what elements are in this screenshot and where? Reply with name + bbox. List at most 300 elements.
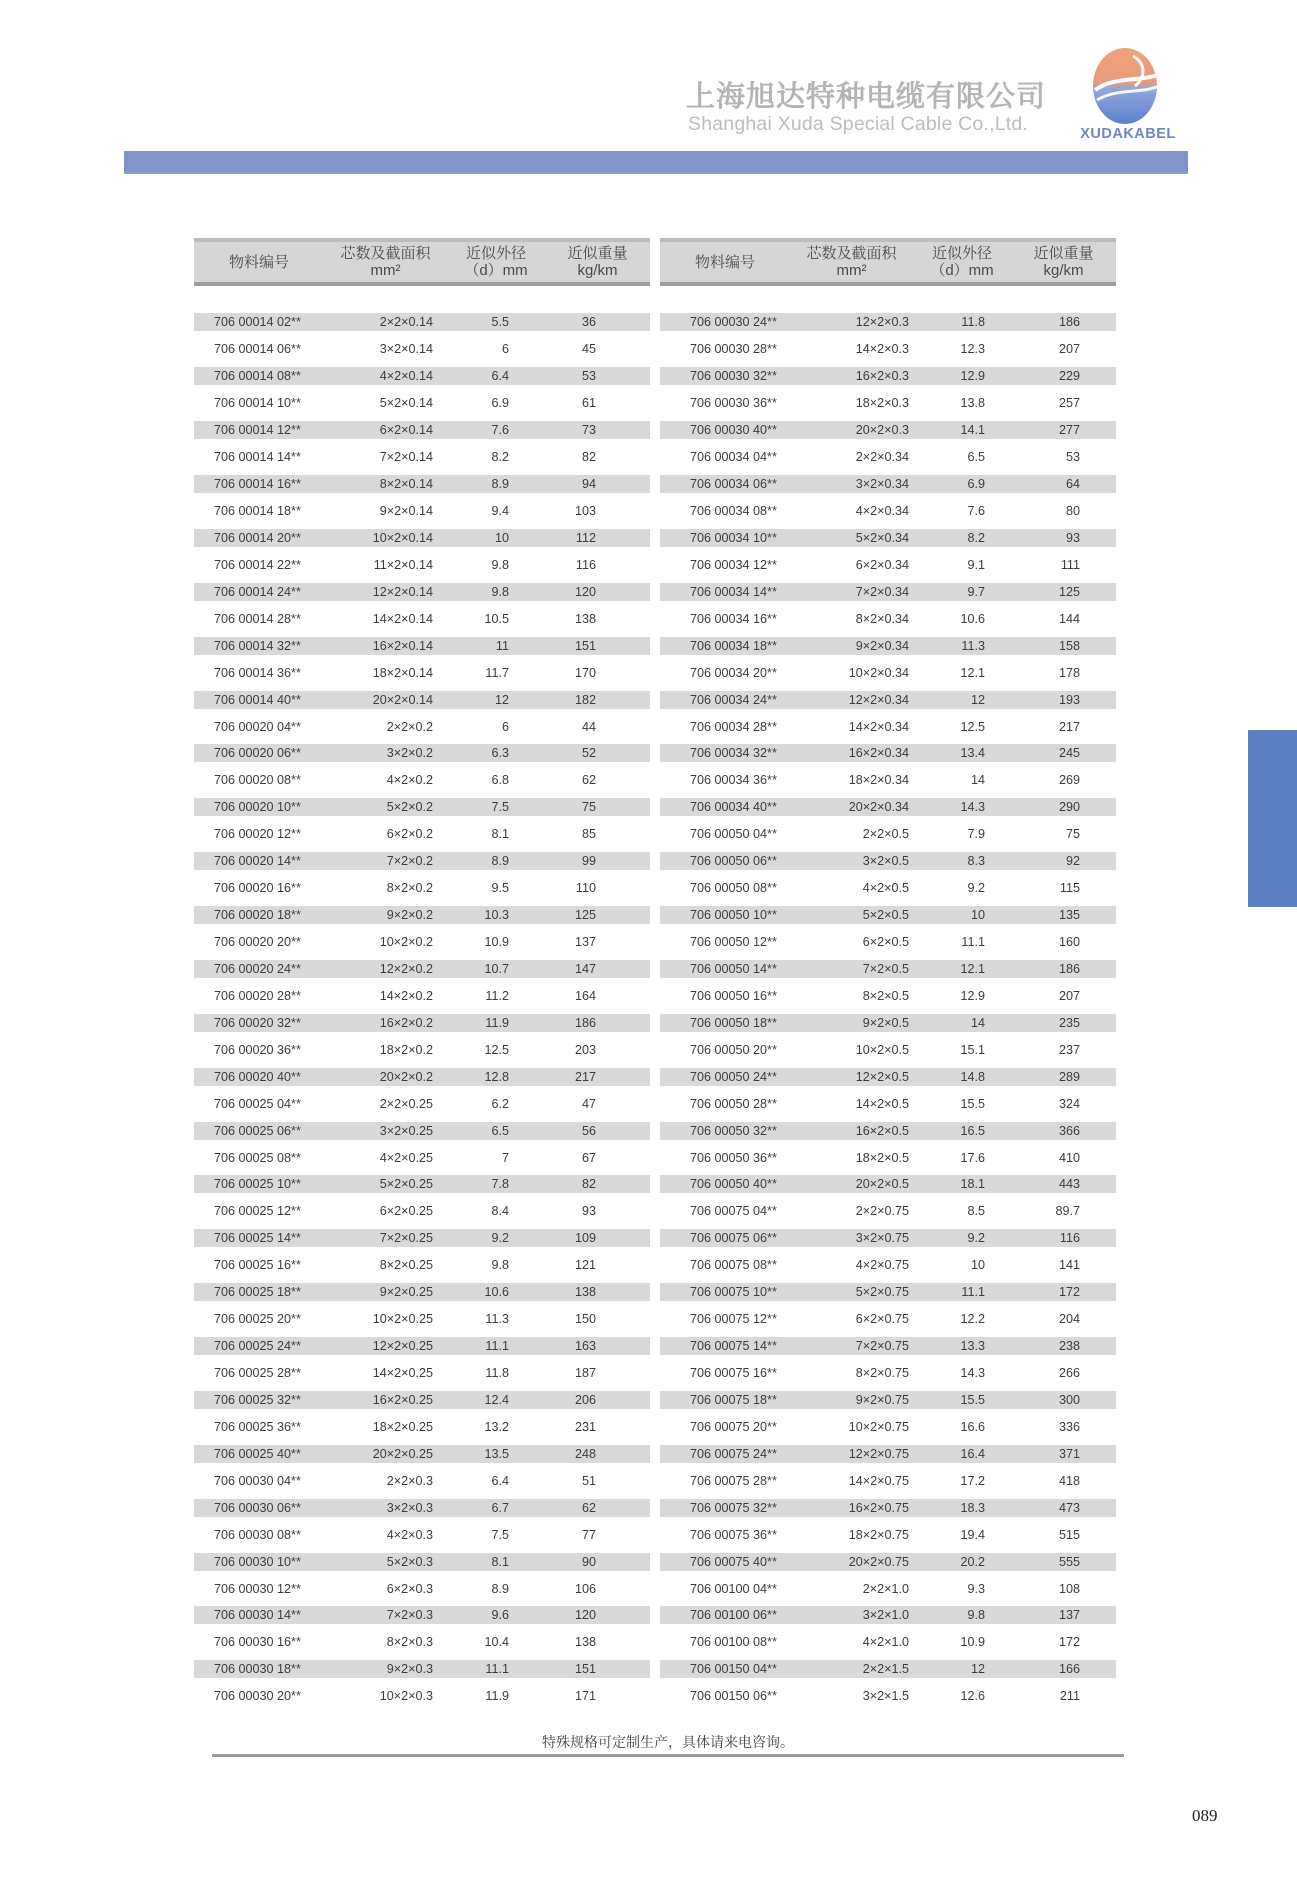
weight-cell: 300 — [1058, 1392, 1080, 1407]
table-row — [194, 1413, 650, 1440]
row-cells — [194, 1499, 650, 1517]
weight-cell: 137 — [1058, 1608, 1080, 1623]
weight-cell: 61 — [581, 396, 596, 411]
cores-section-cell: 2×2×0.3 — [386, 1473, 433, 1488]
table-row — [194, 1467, 650, 1494]
row-cells — [194, 1014, 650, 1032]
row-cells — [194, 1526, 650, 1544]
table-row — [194, 686, 650, 713]
material-code-cell: 706 00014 22** — [214, 557, 301, 572]
material-code-cell: 706 00025 08** — [214, 1150, 301, 1165]
row-cells — [660, 933, 1116, 951]
outer-diameter-cell: 8.2 — [491, 450, 509, 465]
cores-section-cell: 14×2×0.14 — [372, 611, 433, 626]
material-code-cell: 706 00034 24** — [690, 692, 777, 707]
material-code-cell: 706 00020 24** — [214, 961, 301, 976]
cores-section-cell: 14×2×0.75 — [848, 1473, 909, 1488]
cores-section-cell: 5×2×0.34 — [855, 530, 909, 545]
outer-diameter-cell: 5.5 — [491, 315, 509, 330]
material-code-cell: 706 00030 24** — [690, 315, 777, 330]
material-code-cell: 706 00014 40** — [214, 692, 301, 707]
cores-section-cell: 7×2×0.25 — [379, 1231, 433, 1246]
row-cells — [660, 1472, 1116, 1490]
table-row — [194, 956, 650, 983]
weight-cell: 82 — [581, 450, 596, 465]
row-cells — [660, 879, 1116, 897]
material-code-cell: 706 00014 24** — [214, 584, 301, 599]
cores-section-cell: 4×2×0.5 — [862, 881, 909, 896]
table-row — [660, 363, 1116, 390]
row-cells — [660, 798, 1116, 816]
cores-section-cell: 8×2×0.14 — [379, 477, 433, 492]
table-row — [660, 821, 1116, 848]
row-cells — [660, 1633, 1116, 1651]
col-header-outer-diameter: 近似外径 （d）mm — [930, 244, 994, 279]
outer-diameter-cell: 9.2 — [967, 881, 985, 896]
row-cells — [194, 1256, 650, 1274]
outer-diameter-cell: 16.4 — [960, 1446, 985, 1461]
weight-cell: 47 — [581, 1096, 596, 1111]
cores-section-cell: 12×2×0.3 — [855, 315, 909, 330]
table-row — [194, 309, 650, 336]
outer-diameter-cell: 6.9 — [967, 477, 985, 492]
row-cells — [660, 637, 1116, 655]
col-header-cores-section: 芯数及截面积 mm² — [340, 244, 431, 279]
row-cells — [194, 1580, 650, 1598]
cores-section-cell: 9×2×0.5 — [862, 1015, 909, 1030]
cores-section-cell: 16×2×0.34 — [848, 746, 909, 761]
outer-diameter-cell: 14 — [970, 773, 985, 788]
header-band — [124, 151, 1188, 174]
row-cells — [660, 1499, 1116, 1517]
material-code-cell: 706 00025 14** — [214, 1231, 301, 1246]
cores-section-cell: 14×2×0.2 — [379, 988, 433, 1003]
cores-section-cell: 9×2×0.3 — [386, 1662, 433, 1677]
table-row — [660, 982, 1116, 1009]
outer-diameter-cell: 8.9 — [491, 1581, 509, 1596]
row-cells — [660, 1687, 1116, 1705]
row-cells — [660, 1175, 1116, 1193]
outer-diameter-cell: 19.4 — [960, 1527, 985, 1542]
row-cells — [194, 448, 650, 466]
outer-diameter-cell: 7.6 — [967, 504, 985, 519]
table-row — [194, 1440, 650, 1467]
weight-cell: 178 — [1058, 665, 1080, 680]
material-code-cell: 706 00050 24** — [690, 1069, 777, 1084]
material-code-cell: 706 00020 18** — [214, 908, 301, 923]
table-row — [194, 417, 650, 444]
row-cells — [660, 906, 1116, 924]
table-row — [194, 740, 650, 767]
table-row — [660, 929, 1116, 956]
weight-cell: 235 — [1058, 1015, 1080, 1030]
row-cells — [194, 367, 650, 385]
material-code-cell: 706 00014 18** — [214, 504, 301, 519]
weight-cell: 324 — [1058, 1096, 1080, 1111]
row-cells — [660, 691, 1116, 709]
table-row — [660, 1413, 1116, 1440]
outer-diameter-cell: 13.2 — [484, 1419, 509, 1434]
table-row — [660, 1063, 1116, 1090]
outer-diameter-cell: 11.1 — [485, 1662, 509, 1677]
material-code-cell: 706 00030 08** — [214, 1527, 301, 1542]
outer-diameter-cell: 9.2 — [491, 1231, 509, 1246]
table-row — [660, 1602, 1116, 1629]
material-code-cell: 706 00025 40** — [214, 1446, 301, 1461]
table-row — [194, 1575, 650, 1602]
cores-section-cell: 10×2×0.14 — [372, 530, 433, 545]
table-row — [194, 659, 650, 686]
row-cells — [660, 1660, 1116, 1678]
material-code-cell: 706 00075 16** — [690, 1366, 777, 1381]
material-code-cell: 706 00050 18** — [690, 1015, 777, 1030]
row-cells — [194, 1149, 650, 1167]
outer-diameter-cell: 14.3 — [960, 1366, 985, 1381]
weight-cell: 125 — [1058, 584, 1080, 599]
table-row — [194, 390, 650, 417]
weight-cell: 211 — [1059, 1689, 1080, 1704]
outer-diameter-cell: 18.3 — [960, 1500, 985, 1515]
row-cells — [660, 1229, 1116, 1247]
row-cells — [660, 1337, 1116, 1355]
outer-diameter-cell: 10.4 — [484, 1635, 509, 1650]
weight-cell: 158 — [1058, 638, 1080, 653]
cores-section-cell: 4×2×0.3 — [386, 1527, 433, 1542]
weight-cell: 106 — [574, 1581, 596, 1596]
cores-section-cell: 3×2×0.5 — [862, 854, 909, 869]
table-row — [660, 1683, 1116, 1710]
cores-section-cell: 2×2×1.5 — [862, 1662, 909, 1677]
table-row — [660, 498, 1116, 525]
cores-section-cell: 4×2×0.34 — [855, 504, 909, 519]
row-cells — [660, 852, 1116, 870]
cores-section-cell: 9×2×0.25 — [379, 1285, 433, 1300]
weight-cell: 120 — [574, 1608, 596, 1623]
weight-cell: 229 — [1058, 369, 1080, 384]
outer-diameter-cell: 10.9 — [484, 935, 509, 950]
cores-section-cell: 11×2×0.14 — [373, 557, 433, 572]
outer-diameter-cell: 6.7 — [491, 1500, 509, 1515]
row-cells — [660, 556, 1116, 574]
weight-cell: 289 — [1058, 1069, 1080, 1084]
weight-cell: 237 — [1058, 1042, 1080, 1057]
material-code-cell: 706 00034 08** — [690, 504, 777, 519]
table-row — [660, 578, 1116, 605]
cores-section-cell: 9×2×0.2 — [386, 908, 433, 923]
table-row — [194, 498, 650, 525]
row-cells — [194, 852, 650, 870]
outer-diameter-cell: 6.9 — [491, 396, 509, 411]
cores-section-cell: 10×2×0.34 — [848, 665, 909, 680]
company-logo — [1073, 46, 1183, 146]
weight-cell: 207 — [1058, 342, 1080, 357]
row-cells — [660, 1553, 1116, 1571]
material-code-cell: 706 00075 14** — [690, 1339, 777, 1354]
row-cells — [194, 1283, 650, 1301]
weight-cell: 206 — [574, 1392, 596, 1407]
material-code-cell: 706 00050 10** — [690, 908, 777, 923]
material-code-cell: 706 00034 40** — [690, 800, 777, 815]
table-row — [660, 444, 1116, 471]
outer-diameter-cell: 15.5 — [960, 1392, 985, 1407]
weight-cell: 160 — [1058, 935, 1080, 950]
material-code-cell: 706 00034 20** — [690, 665, 777, 680]
table-row — [660, 1494, 1116, 1521]
cores-section-cell: 8×2×0.75 — [855, 1366, 909, 1381]
cores-section-cell: 5×2×0.75 — [855, 1285, 909, 1300]
weight-cell: 141 — [1058, 1258, 1080, 1273]
weight-cell: 163 — [574, 1339, 596, 1354]
cores-section-cell: 10×2×0.75 — [848, 1419, 909, 1434]
col-header-weight: 近似重量 kg/km — [567, 244, 628, 279]
table-row — [660, 794, 1116, 821]
table-row — [660, 1440, 1116, 1467]
cores-section-cell: 9×2×0.14 — [379, 504, 433, 519]
table-row — [660, 956, 1116, 983]
weight-cell: 80 — [1065, 504, 1080, 519]
weight-cell: 245 — [1058, 746, 1080, 761]
weight-cell: 277 — [1058, 423, 1080, 438]
weight-cell: 186 — [574, 1015, 596, 1030]
row-cells — [660, 394, 1116, 412]
outer-diameter-cell: 7 — [501, 1150, 509, 1165]
outer-diameter-cell: 11.3 — [961, 638, 985, 653]
col-header-weight: 近似重量 kg/km — [1033, 244, 1094, 279]
cores-section-cell: 14×2×0.34 — [848, 719, 909, 734]
row-cells — [660, 1364, 1116, 1382]
table-row — [194, 632, 650, 659]
logo-wordmark: XUDAKABEL — [1080, 126, 1176, 142]
cores-section-cell: 7×2×0.5 — [862, 961, 909, 976]
cores-section-cell: 8×2×0.34 — [855, 611, 909, 626]
weight-cell: 410 — [1058, 1150, 1080, 1165]
weight-cell: 170 — [574, 665, 596, 680]
cores-section-cell: 12×2×0.5 — [855, 1069, 909, 1084]
weight-cell: 172 — [1058, 1285, 1080, 1300]
material-code-cell: 706 00050 20** — [690, 1042, 777, 1057]
row-cells — [194, 340, 650, 358]
weight-cell: 109 — [574, 1231, 596, 1246]
outer-diameter-cell: 10.6 — [484, 1285, 509, 1300]
cores-section-cell: 6×2×0.3 — [386, 1581, 433, 1596]
weight-cell: 52 — [581, 746, 596, 761]
material-code-cell: 706 00014 16** — [214, 477, 301, 492]
row-cells — [660, 1391, 1116, 1409]
table-body — [194, 309, 650, 1710]
table-row — [194, 1494, 650, 1521]
material-code-cell: 706 00014 10** — [214, 396, 301, 411]
cores-section-cell: 5×2×0.14 — [379, 396, 433, 411]
table-row — [194, 848, 650, 875]
outer-diameter-cell: 15.5 — [960, 1096, 985, 1111]
row-cells — [194, 1041, 650, 1059]
material-code-cell: 706 00014 08** — [214, 369, 301, 384]
material-code-cell: 706 00014 28** — [214, 611, 301, 626]
table-row — [194, 821, 650, 848]
weight-cell: 111 — [1060, 557, 1080, 572]
cores-section-cell: 5×2×0.2 — [386, 800, 433, 815]
material-code-cell: 706 00075 06** — [690, 1231, 777, 1246]
outer-diameter-cell: 11.1 — [961, 1285, 985, 1300]
row-cells — [194, 1553, 650, 1571]
weight-cell: 515 — [1058, 1527, 1080, 1542]
material-code-cell: 706 00020 36** — [214, 1042, 301, 1057]
material-code-cell: 706 00030 18** — [214, 1662, 301, 1677]
outer-diameter-cell: 9.2 — [967, 1231, 985, 1246]
cores-section-cell: 8×2×0.5 — [862, 988, 909, 1003]
row-cells — [194, 610, 650, 628]
outer-diameter-cell: 14.8 — [960, 1069, 985, 1084]
material-code-cell: 706 00050 06** — [690, 854, 777, 869]
row-cells — [660, 1068, 1116, 1086]
row-cells — [194, 1202, 650, 1220]
cores-section-cell: 2×2×0.14 — [379, 315, 433, 330]
weight-cell: 93 — [1065, 530, 1080, 545]
weight-cell: 75 — [1065, 827, 1080, 842]
weight-cell: 266 — [1058, 1366, 1080, 1381]
weight-cell: 62 — [581, 1500, 596, 1515]
row-cells — [194, 771, 650, 789]
cores-section-cell: 12×2×0.14 — [372, 584, 433, 599]
row-cells — [194, 825, 650, 843]
table-row — [660, 1387, 1116, 1414]
col-header-outer-diameter: 近似外径 （d）mm — [464, 244, 528, 279]
outer-diameter-cell: 8.9 — [491, 477, 509, 492]
cores-section-cell: 7×2×0.14 — [379, 450, 433, 465]
cores-section-cell: 8×2×0.2 — [386, 881, 433, 896]
material-code-cell: 706 00014 02** — [214, 315, 301, 330]
material-code-cell: 706 00025 20** — [214, 1312, 301, 1327]
outer-diameter-cell: 12 — [970, 1662, 985, 1677]
cores-section-cell: 16×2×0.3 — [855, 369, 909, 384]
material-code-cell: 706 00020 40** — [214, 1069, 301, 1084]
weight-cell: 138 — [574, 611, 596, 626]
weight-cell: 67 — [581, 1150, 596, 1165]
material-code-cell: 706 00020 04** — [214, 719, 301, 734]
weight-cell: 77 — [581, 1527, 596, 1542]
row-cells — [194, 1418, 650, 1436]
outer-diameter-cell: 9.3 — [967, 1581, 985, 1596]
row-cells — [660, 987, 1116, 1005]
cores-section-cell: 10×2×0.3 — [379, 1689, 433, 1704]
material-code-cell: 706 00025 32** — [214, 1392, 301, 1407]
company-name-en: Shanghai Xuda Special Cable Co.,Ltd. — [688, 113, 1029, 135]
table-row — [660, 1306, 1116, 1333]
material-code-cell: 706 00034 04** — [690, 450, 777, 465]
weight-cell: 56 — [581, 1123, 596, 1138]
material-code-cell: 706 00020 08** — [214, 773, 301, 788]
row-cells — [660, 340, 1116, 358]
outer-diameter-cell: 10 — [970, 1258, 985, 1273]
outer-diameter-cell: 9.5 — [491, 881, 509, 896]
table-row — [194, 1252, 650, 1279]
material-code-cell: 706 00075 18** — [690, 1392, 777, 1407]
cores-section-cell: 3×2×1.0 — [862, 1608, 909, 1623]
material-code-cell: 706 00075 08** — [690, 1258, 777, 1273]
material-code-cell: 706 00050 40** — [690, 1177, 777, 1192]
outer-diameter-cell: 13.3 — [960, 1339, 985, 1354]
table-row — [660, 632, 1116, 659]
material-code-cell: 706 00020 12** — [214, 827, 301, 842]
outer-diameter-cell: 6.4 — [491, 1473, 509, 1488]
material-code-cell: 706 00025 04** — [214, 1096, 301, 1111]
row-cells — [660, 502, 1116, 520]
row-cells — [194, 1633, 650, 1651]
table-row — [660, 390, 1116, 417]
weight-cell: 89.7 — [1055, 1204, 1080, 1219]
weight-cell: 186 — [1058, 315, 1080, 330]
table-row — [194, 1306, 650, 1333]
weight-cell: 44 — [581, 719, 596, 734]
table-row — [194, 1333, 650, 1360]
outer-diameter-cell: 11.8 — [961, 315, 985, 330]
outer-diameter-cell: 12.3 — [960, 342, 985, 357]
row-cells — [660, 1122, 1116, 1140]
weight-cell: 116 — [575, 557, 596, 572]
cores-section-cell: 7×2×0.34 — [855, 584, 909, 599]
table-row — [194, 1548, 650, 1575]
cores-section-cell: 7×2×0.3 — [386, 1608, 433, 1623]
row-cells — [194, 475, 650, 493]
table-row — [660, 902, 1116, 929]
row-cells — [194, 906, 650, 924]
row-cells — [194, 502, 650, 520]
row-cells — [660, 960, 1116, 978]
weight-cell: 151 — [574, 1662, 596, 1677]
page-number: 089 — [1192, 1806, 1218, 1825]
table-row — [660, 1009, 1116, 1036]
material-code-cell: 706 00075 24** — [690, 1446, 777, 1461]
row-cells — [660, 1580, 1116, 1598]
material-code-cell: 706 00030 36** — [690, 396, 777, 411]
row-cells — [194, 1068, 650, 1086]
table-header — [660, 238, 1116, 286]
row-cells — [660, 367, 1116, 385]
table-row — [194, 525, 650, 552]
weight-cell: 171 — [574, 1689, 596, 1704]
outer-diameter-cell: 17.2 — [960, 1473, 985, 1488]
outer-diameter-cell: 10.3 — [484, 908, 509, 923]
row-cells — [660, 1256, 1116, 1274]
table-row — [194, 713, 650, 740]
weight-cell: 45 — [581, 342, 596, 357]
table-row — [660, 686, 1116, 713]
row-cells — [194, 313, 650, 331]
weight-cell: 121 — [574, 1258, 596, 1273]
row-cells — [194, 1472, 650, 1490]
weight-cell: 82 — [581, 1177, 596, 1192]
material-code-cell: 706 00075 36** — [690, 1527, 777, 1542]
weight-cell: 203 — [574, 1042, 596, 1057]
cores-section-cell: 18×2×0.75 — [848, 1527, 909, 1542]
outer-diameter-cell: 13.4 — [960, 746, 985, 761]
weight-cell: 187 — [574, 1366, 596, 1381]
col-header-cores-section: 芯数及截面积 mm² — [806, 244, 897, 279]
table-row — [194, 605, 650, 632]
outer-diameter-cell: 9.8 — [491, 1258, 509, 1273]
cores-section-cell: 5×2×0.5 — [862, 908, 909, 923]
weight-cell: 418 — [1058, 1473, 1080, 1488]
table-row — [660, 551, 1116, 578]
weight-cell: 120 — [574, 584, 596, 599]
weight-cell: 99 — [581, 854, 596, 869]
material-code-cell: 706 00100 08** — [690, 1635, 777, 1650]
weight-cell: 443 — [1058, 1177, 1080, 1192]
weight-cell: 164 — [574, 988, 596, 1003]
weight-cell: 151 — [574, 638, 596, 653]
table-header — [194, 238, 650, 286]
material-code-cell: 706 00030 16** — [214, 1635, 301, 1650]
